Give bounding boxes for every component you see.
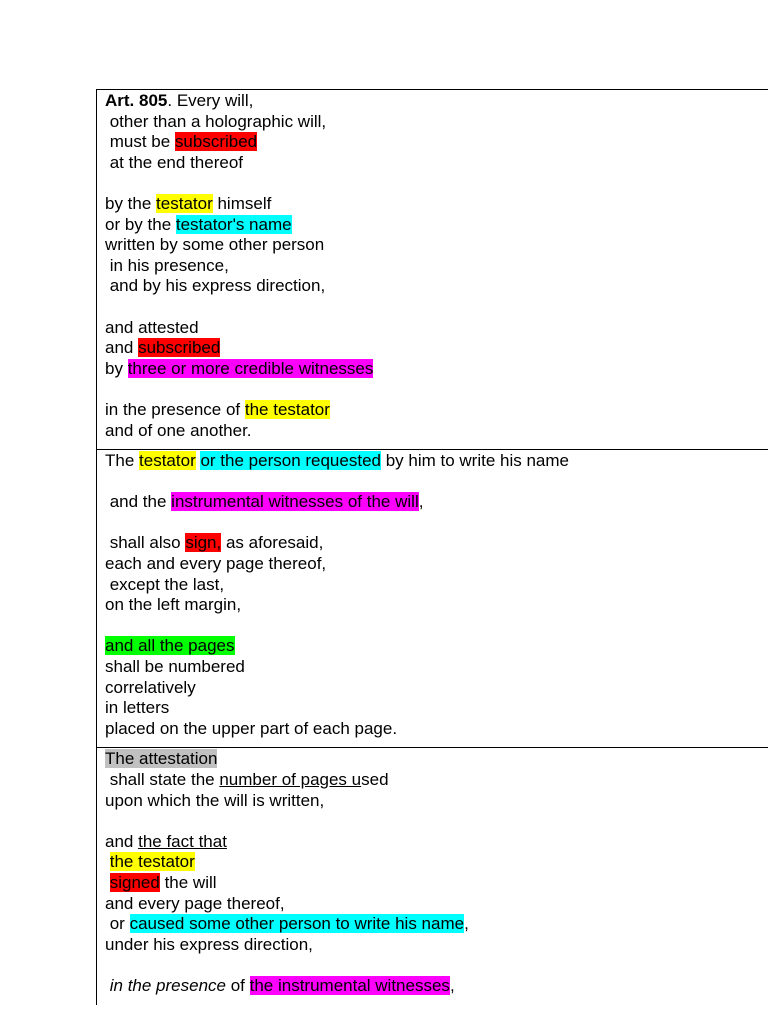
text-line [105, 894, 768, 915]
text-line [105, 256, 768, 277]
highlighted-phrase: sign, [185, 533, 222, 553]
text-segment: of [225, 975, 250, 995]
text-segment: in the presence of [105, 399, 245, 419]
text-line [105, 832, 768, 853]
text-segment: shall be numbered [105, 657, 245, 677]
text-line [105, 533, 768, 554]
text-segment: sed [361, 770, 389, 789]
text-segment: the fact that [138, 831, 227, 851]
text-segment: by [105, 358, 128, 378]
highlighted-phrase: the testator [244, 399, 330, 419]
text-line [105, 636, 768, 657]
text-segment: shall state the [105, 770, 220, 789]
text-line [105, 575, 768, 596]
text-line [105, 719, 768, 740]
text-segment: as aforesaid, [221, 533, 324, 553]
text-segment: Art. 805 [105, 91, 168, 110]
text-segment: by him to write his name [380, 451, 569, 471]
text-segment: under his express direction, [105, 934, 313, 954]
highlighted-phrase: testator [156, 193, 213, 213]
highlighted-phrase: the testator [109, 852, 195, 872]
text-segment: or by the [105, 214, 176, 234]
text-line [105, 421, 768, 442]
text-line [105, 276, 768, 297]
text-line [105, 749, 768, 770]
text-line [105, 215, 768, 236]
text-line [105, 173, 768, 194]
text-line [105, 935, 768, 956]
clause-cell-1 [97, 90, 768, 450]
text-line [105, 338, 768, 359]
text-segment: , [449, 975, 455, 995]
text-segment: in letters [105, 698, 170, 718]
text-segment: written by some other person [105, 235, 325, 255]
text-segment: at the end thereof [105, 152, 243, 172]
text-segment: The [105, 451, 140, 471]
highlighted-phrase: instrumental witnesses of the will [171, 492, 419, 512]
text-line [105, 318, 768, 339]
text-line [105, 873, 768, 894]
text-segment: and the [105, 492, 172, 512]
highlighted-phrase: signed [109, 872, 160, 892]
text-line [105, 595, 768, 616]
text-segment: , [464, 914, 469, 934]
text-segment: , [418, 492, 424, 512]
text-line [105, 791, 768, 812]
text-line [105, 976, 768, 997]
text-line [105, 554, 768, 575]
text-line [105, 698, 768, 719]
text-segment: placed on the upper part of each page. [105, 718, 398, 738]
text-line [105, 297, 768, 318]
highlighted-phrase: and all the pages [105, 636, 235, 656]
text-line [105, 513, 768, 534]
highlighted-phrase: three or more credible witnesses [127, 358, 374, 378]
text-segment: and [105, 831, 139, 851]
highlighted-phrase: subscribed [138, 338, 221, 358]
text-segment: in the presence [109, 975, 226, 995]
text-line [105, 400, 768, 421]
text-segment: upon which the will is written, [105, 790, 325, 810]
text-segment: on the left margin, [105, 595, 242, 615]
text-line [105, 153, 768, 174]
text-line [105, 770, 768, 791]
text-segment: number of pages u [219, 770, 362, 789]
text-line [105, 492, 768, 513]
text-line [105, 811, 768, 832]
text-line [105, 472, 768, 493]
text-segment: correlatively [105, 677, 196, 697]
text-line [105, 379, 768, 400]
text-line [105, 914, 768, 935]
text-segment: except the last, [105, 574, 225, 594]
text-line [105, 955, 768, 976]
text-line [105, 112, 768, 133]
text-line [105, 852, 768, 873]
text-line [105, 657, 768, 678]
clause-cell-3 [97, 748, 768, 1004]
highlighted-phrase: caused some other person to write his name [129, 914, 465, 934]
text-segment: and every page thereof, [105, 893, 285, 913]
text-line [105, 678, 768, 699]
highlighted-phrase: testator [139, 451, 196, 471]
text-line [105, 235, 768, 256]
text-segment: and of one another. [105, 420, 252, 440]
text-line [105, 616, 768, 637]
highlighted-phrase: the instrumental witnesses [249, 975, 450, 995]
text-segment: or [105, 914, 130, 934]
text-segment: other than a holographic will, [105, 111, 327, 131]
text-segment: each and every page thereof, [105, 554, 327, 574]
text-line [105, 91, 768, 112]
text-segment: himself [212, 193, 272, 213]
text-segment: by the [105, 193, 157, 213]
text-segment: must be [105, 132, 175, 152]
text-line [105, 451, 768, 472]
highlighted-phrase: testator's name [175, 214, 292, 234]
text-segment: shall also [105, 533, 186, 553]
highlighted-phrase: The attestation [105, 749, 218, 769]
text-segment: in his presence, [105, 255, 229, 275]
text-segment: and attested [105, 317, 199, 337]
text-line [105, 194, 768, 215]
text-line [105, 359, 768, 380]
text-line [105, 132, 768, 153]
text-segment: and [105, 338, 139, 358]
article-table [96, 89, 768, 1005]
highlighted-phrase: subscribed [174, 132, 258, 152]
text-segment: . Every will, [167, 91, 254, 110]
text-segment: the will [159, 872, 217, 892]
clause-cell-2 [97, 450, 768, 748]
text-segment: and by his express direction, [105, 276, 326, 296]
highlighted-phrase: or the person requested [200, 451, 381, 471]
